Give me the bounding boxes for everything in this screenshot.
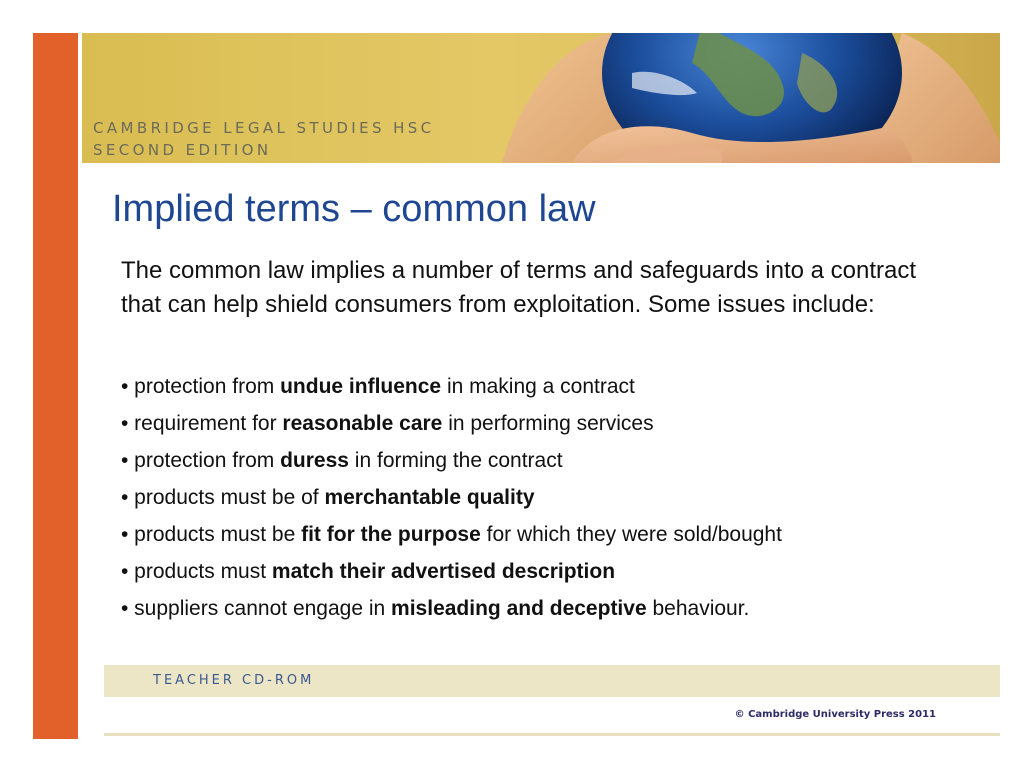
footer-rule bbox=[104, 733, 1000, 736]
copyright-notice: © Cambridge University Press 2011 bbox=[734, 709, 936, 720]
footer-band bbox=[104, 665, 1000, 697]
bullet-item: • products must match their advertised description bbox=[121, 560, 616, 583]
bullet-item: • requirement for reasonable care in performing services bbox=[121, 412, 654, 435]
header-banner bbox=[82, 33, 1000, 163]
bullet-list bbox=[121, 368, 981, 627]
orange-side-bar bbox=[33, 33, 78, 739]
footer-label: TEACHER CD-ROM bbox=[153, 673, 315, 688]
bullet-item: • protection from undue influence in making a contract bbox=[121, 375, 635, 398]
banner-title-line1: CAMBRIDGE LEGAL STUDIES HSC bbox=[93, 119, 435, 137]
slide-title: Implied terms – common law bbox=[112, 188, 596, 230]
banner-title bbox=[93, 117, 435, 161]
intro-paragraph: The common law implies a number of terms and safeguards into a contract that can help shield consumers from exploitation. Some issues include: bbox=[121, 257, 917, 318]
bullet-item: • protection from duress in forming the contract bbox=[121, 449, 563, 472]
bullet-item: • suppliers cannot engage in misleading and deceptive behaviour. bbox=[121, 597, 750, 620]
banner-title-line2: SECOND EDITION bbox=[93, 141, 272, 159]
bullet-item: • products must be of merchantable quality bbox=[121, 486, 535, 509]
bullet-item: • products must be fit for the purpose for which they were sold/bought bbox=[121, 523, 782, 546]
globe-in-hands-image bbox=[482, 33, 1000, 163]
